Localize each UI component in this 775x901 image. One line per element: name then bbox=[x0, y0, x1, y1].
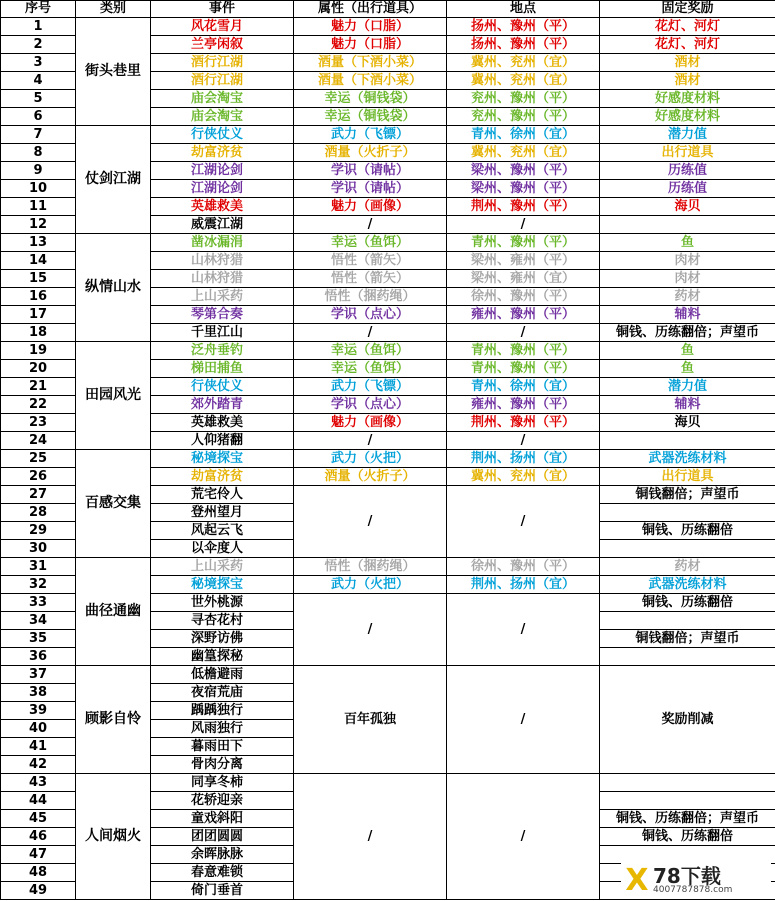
event-cell: 童戏斜阳 bbox=[151, 810, 294, 828]
event-cell: 夜宿荒庙 bbox=[151, 684, 294, 702]
event-cell: 江湖论剑 bbox=[151, 180, 294, 198]
row-index: 1 bbox=[1, 18, 76, 36]
reward-cell: 鱼 bbox=[600, 342, 775, 360]
attribute-cell: 酒量（下酒小菜） bbox=[294, 72, 447, 90]
row-index: 31 bbox=[1, 558, 76, 576]
reward-cell: 出行道具 bbox=[600, 144, 775, 162]
location-cell: 梁州、豫州（平） bbox=[447, 180, 600, 198]
attribute-cell: 幸运（鱼饵） bbox=[294, 234, 447, 252]
reward-cell: 辅料 bbox=[600, 306, 775, 324]
event-cell: 春意难锁 bbox=[151, 864, 294, 882]
reward-cell bbox=[600, 612, 775, 630]
row-index: 43 bbox=[1, 774, 76, 792]
location-cell: 荆州、豫州（平） bbox=[447, 414, 600, 432]
reward-cell: 酒材 bbox=[600, 54, 775, 72]
attribute-cell: / bbox=[294, 324, 447, 342]
location-cell: 荆州、扬州（宜） bbox=[447, 450, 600, 468]
attribute-cell: 学识（点心） bbox=[294, 396, 447, 414]
event-cell: 郊外踏青 bbox=[151, 396, 294, 414]
reward-cell bbox=[600, 216, 775, 234]
row-index: 39 bbox=[1, 702, 76, 720]
reward-cell: 出行道具 bbox=[600, 468, 775, 486]
row-index: 45 bbox=[1, 810, 76, 828]
event-cell: 团团圆圆 bbox=[151, 828, 294, 846]
location-cell: / bbox=[447, 216, 600, 234]
row-index: 36 bbox=[1, 648, 76, 666]
row-index: 30 bbox=[1, 540, 76, 558]
reward-cell: 铜钱翻倍；声望币 bbox=[600, 630, 775, 648]
location-cell: 梁州、雍州（宜） bbox=[447, 270, 600, 288]
attribute-merged-cell: / bbox=[294, 486, 447, 558]
location-cell: 青州、豫州（平） bbox=[447, 360, 600, 378]
attribute-cell: 幸运（鱼饵） bbox=[294, 360, 447, 378]
category-cell: 仗剑江湖 bbox=[76, 126, 151, 234]
logo-x-icon: X bbox=[625, 862, 649, 898]
reward-cell: 海贝 bbox=[600, 198, 775, 216]
category-cell: 百感交集 bbox=[76, 450, 151, 558]
row-index: 32 bbox=[1, 576, 76, 594]
location-cell: / bbox=[447, 324, 600, 342]
row-index: 8 bbox=[1, 144, 76, 162]
event-cell: 暮雨田下 bbox=[151, 738, 294, 756]
reward-cell: 铜钱、历练翻倍；声望币 bbox=[600, 810, 775, 828]
attribute-cell: / bbox=[294, 216, 447, 234]
row-index: 11 bbox=[1, 198, 76, 216]
reward-cell: 鱼 bbox=[600, 234, 775, 252]
attribute-cell: 魅力（口脂） bbox=[294, 18, 447, 36]
event-cell: 酒行江湖 bbox=[151, 54, 294, 72]
row-index: 37 bbox=[1, 666, 76, 684]
row-index: 20 bbox=[1, 360, 76, 378]
reward-cell bbox=[600, 540, 775, 558]
reward-cell: 辅料 bbox=[600, 396, 775, 414]
event-cell: 登州望月 bbox=[151, 504, 294, 522]
reward-cell: 历练值 bbox=[600, 180, 775, 198]
event-cell: 劫富济贫 bbox=[151, 468, 294, 486]
header-index: 序号 bbox=[1, 1, 76, 18]
event-cell: 以伞度人 bbox=[151, 540, 294, 558]
table-row bbox=[1, 558, 775, 576]
row-index: 46 bbox=[1, 828, 76, 846]
attribute-merged-cell: / bbox=[294, 774, 447, 900]
row-index: 38 bbox=[1, 684, 76, 702]
row-index: 29 bbox=[1, 522, 76, 540]
row-index: 12 bbox=[1, 216, 76, 234]
attribute-cell: 魅力（口脂） bbox=[294, 36, 447, 54]
row-index: 15 bbox=[1, 270, 76, 288]
row-index: 10 bbox=[1, 180, 76, 198]
reward-cell: 花灯、河灯 bbox=[600, 36, 775, 54]
event-cell: 英雄救美 bbox=[151, 198, 294, 216]
location-cell: 冀州、兖州（宜） bbox=[447, 468, 600, 486]
row-index: 16 bbox=[1, 288, 76, 306]
reward-cell: 武器洗练材料 bbox=[600, 450, 775, 468]
table-row bbox=[1, 450, 775, 468]
row-index: 13 bbox=[1, 234, 76, 252]
site-logo bbox=[621, 863, 771, 897]
row-index: 26 bbox=[1, 468, 76, 486]
reward-cell bbox=[600, 774, 775, 792]
location-cell: 青州、豫州（平） bbox=[447, 342, 600, 360]
attribute-cell: 酒量（下酒小菜） bbox=[294, 54, 447, 72]
location-cell: 兖州、豫州（平） bbox=[447, 90, 600, 108]
event-cell: 风起云飞 bbox=[151, 522, 294, 540]
location-cell: 冀州、兖州（宜） bbox=[447, 72, 600, 90]
reward-cell: 花灯、河灯 bbox=[600, 18, 775, 36]
reward-cell bbox=[600, 648, 775, 666]
event-cell: 幽篁探秘 bbox=[151, 648, 294, 666]
reward-merged-cell: 奖励削减 bbox=[600, 666, 775, 774]
row-index: 44 bbox=[1, 792, 76, 810]
event-cell: 寻杏花村 bbox=[151, 612, 294, 630]
row-index: 27 bbox=[1, 486, 76, 504]
header-reward: 固定奖励 bbox=[600, 1, 775, 18]
reward-cell: 鱼 bbox=[600, 360, 775, 378]
table-row bbox=[1, 234, 775, 252]
attribute-cell: 幸运（铜钱袋） bbox=[294, 90, 447, 108]
location-cell: 青州、徐州（宜） bbox=[447, 378, 600, 396]
event-cell: 凿冰漏涓 bbox=[151, 234, 294, 252]
event-cell: 劫富济贫 bbox=[151, 144, 294, 162]
location-merged-cell: / bbox=[447, 486, 600, 558]
event-cell: 庙会淘宝 bbox=[151, 90, 294, 108]
event-cell: 庙会淘宝 bbox=[151, 108, 294, 126]
reward-cell: 潜力值 bbox=[600, 126, 775, 144]
attribute-cell: 悟性（箭矢） bbox=[294, 252, 447, 270]
event-cell: 秘境探宝 bbox=[151, 450, 294, 468]
attribute-cell: 幸运（鱼饵） bbox=[294, 342, 447, 360]
category-cell: 田园风光 bbox=[76, 342, 151, 450]
location-cell: 冀州、兖州（宜） bbox=[447, 54, 600, 72]
location-cell: 扬州、豫州（平） bbox=[447, 36, 600, 54]
location-cell: 雍州、豫州（平） bbox=[447, 396, 600, 414]
event-cell: 千里江山 bbox=[151, 324, 294, 342]
reward-cell: 药材 bbox=[600, 288, 775, 306]
header-category: 类别 bbox=[76, 1, 151, 18]
location-cell: 荆州、扬州（宜） bbox=[447, 576, 600, 594]
event-cell: 山林狩猎 bbox=[151, 270, 294, 288]
reward-cell: 药材 bbox=[600, 558, 775, 576]
event-cell: 人仰猪翻 bbox=[151, 432, 294, 450]
attribute-cell: 武力（飞镖） bbox=[294, 378, 447, 396]
event-cell: 行侠仗义 bbox=[151, 378, 294, 396]
row-index: 5 bbox=[1, 90, 76, 108]
row-index: 28 bbox=[1, 504, 76, 522]
event-cell: 世外桃源 bbox=[151, 594, 294, 612]
attribute-cell: 酒量（火折子） bbox=[294, 468, 447, 486]
category-cell: 纵情山水 bbox=[76, 234, 151, 342]
attribute-cell: 魅力（画像） bbox=[294, 198, 447, 216]
header-attribute: 属性（出行道具） bbox=[294, 1, 447, 18]
reward-cell: 肉材 bbox=[600, 270, 775, 288]
row-index: 40 bbox=[1, 720, 76, 738]
event-cell: 江湖论剑 bbox=[151, 162, 294, 180]
event-cell: 同享冬柿 bbox=[151, 774, 294, 792]
row-index: 9 bbox=[1, 162, 76, 180]
reward-cell: 海贝 bbox=[600, 414, 775, 432]
reward-cell: 铜钱、历练翻倍 bbox=[600, 594, 775, 612]
header-location: 地点 bbox=[447, 1, 600, 18]
category-cell: 街头巷里 bbox=[76, 18, 151, 126]
location-cell: 青州、豫州（平） bbox=[447, 234, 600, 252]
event-cell: 梯田捕鱼 bbox=[151, 360, 294, 378]
event-cell: 山林狩猎 bbox=[151, 252, 294, 270]
reward-cell: 酒材 bbox=[600, 72, 775, 90]
reward-cell: 潜力值 bbox=[600, 378, 775, 396]
event-cell: 余晖脉脉 bbox=[151, 846, 294, 864]
event-cell: 上山采药 bbox=[151, 558, 294, 576]
event-cell: 风花雪月 bbox=[151, 18, 294, 36]
location-merged-cell: / bbox=[447, 666, 600, 774]
event-cell: 酒行江湖 bbox=[151, 72, 294, 90]
row-index: 17 bbox=[1, 306, 76, 324]
table-row bbox=[1, 342, 775, 360]
row-index: 18 bbox=[1, 324, 76, 342]
row-index: 4 bbox=[1, 72, 76, 90]
row-index: 41 bbox=[1, 738, 76, 756]
row-index: 47 bbox=[1, 846, 76, 864]
row-index: 23 bbox=[1, 414, 76, 432]
event-cell: 秘境探宝 bbox=[151, 576, 294, 594]
attribute-cell: 武力（飞镖） bbox=[294, 126, 447, 144]
attribute-merged-cell: 百年孤独 bbox=[294, 666, 447, 774]
location-cell: 梁州、豫州（平） bbox=[447, 162, 600, 180]
row-index: 7 bbox=[1, 126, 76, 144]
location-cell: 扬州、豫州（平） bbox=[447, 18, 600, 36]
event-cell: 风雨独行 bbox=[151, 720, 294, 738]
location-cell: 冀州、兖州（宜） bbox=[447, 144, 600, 162]
reward-cell: 铜钱、历练翻倍；声望币 bbox=[600, 324, 775, 342]
reward-cell: 肉材 bbox=[600, 252, 775, 270]
event-cell: 骨肉分离 bbox=[151, 756, 294, 774]
reward-cell bbox=[600, 504, 775, 522]
row-index: 14 bbox=[1, 252, 76, 270]
row-index: 48 bbox=[1, 864, 76, 882]
attribute-cell: 武力（火把） bbox=[294, 576, 447, 594]
row-index: 33 bbox=[1, 594, 76, 612]
location-cell: / bbox=[447, 432, 600, 450]
event-cell: 荒宅伶人 bbox=[151, 486, 294, 504]
attribute-merged-cell: / bbox=[294, 594, 447, 666]
attribute-cell: 魅力（画像） bbox=[294, 414, 447, 432]
table-row bbox=[1, 666, 775, 684]
row-index: 42 bbox=[1, 756, 76, 774]
category-cell: 曲径通幽 bbox=[76, 558, 151, 666]
event-cell: 深野访佛 bbox=[151, 630, 294, 648]
event-cell: 低檐避雨 bbox=[151, 666, 294, 684]
table-row bbox=[1, 774, 775, 792]
event-cell: 踽踽独行 bbox=[151, 702, 294, 720]
row-index: 2 bbox=[1, 36, 76, 54]
location-cell: 雍州、豫州（平） bbox=[447, 306, 600, 324]
reward-cell: 铜钱翻倍；声望币 bbox=[600, 486, 775, 504]
header-event: 事件 bbox=[151, 1, 294, 18]
event-cell: 倚门垂首 bbox=[151, 882, 294, 900]
location-merged-cell: / bbox=[447, 594, 600, 666]
table-row bbox=[1, 126, 775, 144]
logo-name: 78下载 bbox=[653, 863, 721, 888]
reward-cell: 好感度材料 bbox=[600, 108, 775, 126]
attribute-cell: 悟性（捆药绳） bbox=[294, 288, 447, 306]
location-cell: 梁州、雍州（平） bbox=[447, 252, 600, 270]
reward-cell: 好感度材料 bbox=[600, 90, 775, 108]
category-cell: 人间烟火 bbox=[76, 774, 151, 900]
row-index: 25 bbox=[1, 450, 76, 468]
reward-cell: 历练值 bbox=[600, 162, 775, 180]
attribute-cell: 学识（请帖） bbox=[294, 180, 447, 198]
category-cell: 顾影自怜 bbox=[76, 666, 151, 774]
reward-cell bbox=[600, 846, 775, 864]
row-index: 22 bbox=[1, 396, 76, 414]
attribute-cell: 悟性（箭矢） bbox=[294, 270, 447, 288]
row-index: 34 bbox=[1, 612, 76, 630]
event-cell: 琴第合奏 bbox=[151, 306, 294, 324]
logo-site: 4007787878.com bbox=[653, 884, 733, 895]
row-index: 24 bbox=[1, 432, 76, 450]
attribute-cell: 武力（火把） bbox=[294, 450, 447, 468]
header-row bbox=[1, 1, 775, 18]
location-cell: 青州、徐州（宜） bbox=[447, 126, 600, 144]
row-index: 49 bbox=[1, 882, 76, 900]
reward-cell bbox=[600, 792, 775, 810]
reward-cell: 铜钱、历练翻倍 bbox=[600, 828, 775, 846]
reward-cell: 铜钱、历练翻倍 bbox=[600, 522, 775, 540]
attribute-cell: 学识（点心） bbox=[294, 306, 447, 324]
row-index: 6 bbox=[1, 108, 76, 126]
event-cell: 英雄救美 bbox=[151, 414, 294, 432]
event-cell: 威震江湖 bbox=[151, 216, 294, 234]
location-cell: 兖州、豫州（平） bbox=[447, 108, 600, 126]
row-index: 19 bbox=[1, 342, 76, 360]
reward-cell: 武器洗练材料 bbox=[600, 576, 775, 594]
event-cell: 花轿迎亲 bbox=[151, 792, 294, 810]
row-index: 21 bbox=[1, 378, 76, 396]
row-index: 3 bbox=[1, 54, 76, 72]
event-cell: 上山采药 bbox=[151, 288, 294, 306]
attribute-cell: 酒量（火折子） bbox=[294, 144, 447, 162]
table-row bbox=[1, 18, 775, 36]
location-cell: 徐州、豫州（平） bbox=[447, 558, 600, 576]
event-cell: 兰亭闲叙 bbox=[151, 36, 294, 54]
attribute-cell: 学识（请帖） bbox=[294, 162, 447, 180]
attribute-cell: / bbox=[294, 432, 447, 450]
attribute-cell: 悟性（捆药绳） bbox=[294, 558, 447, 576]
location-cell: 荆州、豫州（平） bbox=[447, 198, 600, 216]
attribute-cell: 幸运（铜钱袋） bbox=[294, 108, 447, 126]
reward-cell bbox=[600, 432, 775, 450]
location-cell: 徐州、豫州（平） bbox=[447, 288, 600, 306]
event-cell: 行侠仗义 bbox=[151, 126, 294, 144]
location-merged-cell: / bbox=[447, 774, 600, 900]
row-index: 35 bbox=[1, 630, 76, 648]
event-cell: 泛舟垂钓 bbox=[151, 342, 294, 360]
